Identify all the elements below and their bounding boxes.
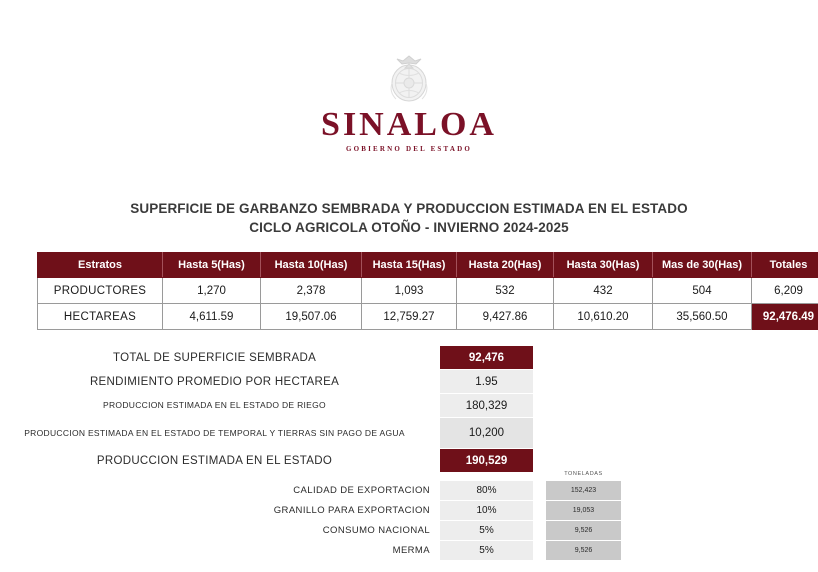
column-header-toneladas: TONELADAS bbox=[564, 471, 603, 477]
gobierno-subtitle: GOBIERNO DEL ESTADO bbox=[345, 145, 473, 153]
column-header-hasta-5: Hasta 5(Has) bbox=[163, 253, 261, 278]
distribution-row-merma bbox=[0, 541, 818, 560]
column-header-hasta-30: Hasta 30(Has) bbox=[554, 253, 653, 278]
column-header-mas-de-30: Mas de 30(Has) bbox=[653, 253, 752, 278]
distribution-label: GRANILLO PARA EXPORTACION bbox=[273, 505, 430, 516]
summary-row-produccion-temporal bbox=[0, 418, 818, 448]
table-row bbox=[38, 278, 818, 304]
row-label-hectareas: HECTAREAS bbox=[38, 304, 163, 330]
sinaloa-coat-of-arms-icon bbox=[383, 52, 435, 106]
cell-productores-total: 6,209 bbox=[752, 278, 818, 304]
distribution-row-calidad-exportacion bbox=[0, 481, 818, 500]
summary-value: 92,476 bbox=[440, 346, 533, 369]
summary-row-rendimiento bbox=[0, 370, 818, 393]
cell-hectareas-mas-de-30: 35,560.50 bbox=[653, 304, 752, 330]
page-title bbox=[0, 199, 818, 237]
cell-productores-hasta-20: 532 bbox=[457, 278, 554, 304]
distribution-percent: 5% bbox=[440, 541, 533, 560]
cell-productores-hasta-15: 1,093 bbox=[362, 278, 457, 304]
distribution-label: CONSUMO NACIONAL bbox=[322, 525, 430, 536]
summary-value: 10,200 bbox=[440, 418, 533, 448]
summary-value: 1.95 bbox=[440, 370, 533, 393]
cell-hectareas-hasta-30: 10,610.20 bbox=[554, 304, 653, 330]
summary-value: 190,529 bbox=[440, 449, 533, 472]
summary-label: PRODUCCION ESTIMADA EN EL ESTADO DE TEMPORAL Y TIERRAS SIN PAGO DE AGUA bbox=[24, 427, 405, 438]
summary-row-produccion-riego bbox=[0, 394, 818, 417]
column-header-hasta-20: Hasta 20(Has) bbox=[457, 253, 554, 278]
distribution-row-consumo-nacional bbox=[0, 521, 818, 540]
summary-row-total-superficie bbox=[0, 346, 818, 369]
cell-productores-hasta-10: 2,378 bbox=[261, 278, 362, 304]
distribution-tons: 19,053 bbox=[546, 501, 621, 520]
summary-value: 180,329 bbox=[440, 394, 533, 417]
cell-hectareas-hasta-5: 4,611.59 bbox=[163, 304, 261, 330]
table-header-row bbox=[38, 253, 818, 278]
summary-label: TOTAL DE SUPERFICIE SEMBRADA bbox=[112, 351, 317, 364]
column-header-totales: Totales bbox=[752, 253, 818, 278]
distribution-tons: 9,526 bbox=[546, 521, 621, 540]
sinaloa-wordmark: SINALOA bbox=[321, 106, 497, 143]
cell-hectareas-hasta-20: 9,427.86 bbox=[457, 304, 554, 330]
cell-productores-hasta-5: 1,270 bbox=[163, 278, 261, 304]
table-row bbox=[38, 304, 818, 330]
row-label-productores: PRODUCTORES bbox=[38, 278, 163, 304]
summary-label: PRODUCCION ESTIMADA EN EL ESTADO bbox=[96, 454, 333, 467]
page-title-line2: CICLO AGRICOLA OTOÑO - INVIERNO 2024-2025 bbox=[249, 220, 569, 235]
distribution-row-granillo-exportacion bbox=[0, 501, 818, 520]
column-header-estratos: Estratos bbox=[38, 253, 163, 278]
document-header bbox=[0, 0, 818, 153]
cell-hectareas-total: 92,476.49 bbox=[752, 304, 818, 330]
spacer bbox=[0, 468, 435, 480]
distribution-label: CALIDAD DE EXPORTACION bbox=[293, 485, 430, 496]
column-header-hasta-15: Hasta 15(Has) bbox=[362, 253, 457, 278]
cell-hectareas-hasta-10: 19,507.06 bbox=[261, 304, 362, 330]
summary-label: PRODUCCION ESTIMADA EN EL ESTADO DE RIEGO bbox=[103, 400, 326, 410]
spacer bbox=[440, 468, 533, 480]
distribution-tons: 9,526 bbox=[546, 541, 621, 560]
distribution-block bbox=[0, 468, 818, 561]
strata-table-container bbox=[37, 252, 815, 330]
distribution-label: MERMA bbox=[392, 545, 430, 556]
distribution-header-row bbox=[0, 468, 818, 480]
strata-table bbox=[37, 252, 818, 330]
summary-label: RENDIMIENTO PROMEDIO POR HECTAREA bbox=[89, 375, 340, 388]
column-header-hasta-10: Hasta 10(Has) bbox=[261, 253, 362, 278]
summary-block bbox=[0, 346, 818, 473]
distribution-tons: 152,423 bbox=[546, 481, 621, 500]
distribution-percent: 80% bbox=[440, 481, 533, 500]
cell-productores-hasta-30: 432 bbox=[554, 278, 653, 304]
distribution-percent: 10% bbox=[440, 501, 533, 520]
cell-productores-mas-de-30: 504 bbox=[653, 278, 752, 304]
page-title-line1: SUPERFICIE DE GARBANZO SEMBRADA Y PRODUCCION ESTIMADA EN EL ESTADO bbox=[130, 201, 688, 216]
cell-hectareas-hasta-15: 12,759.27 bbox=[362, 304, 457, 330]
distribution-percent: 5% bbox=[440, 521, 533, 540]
